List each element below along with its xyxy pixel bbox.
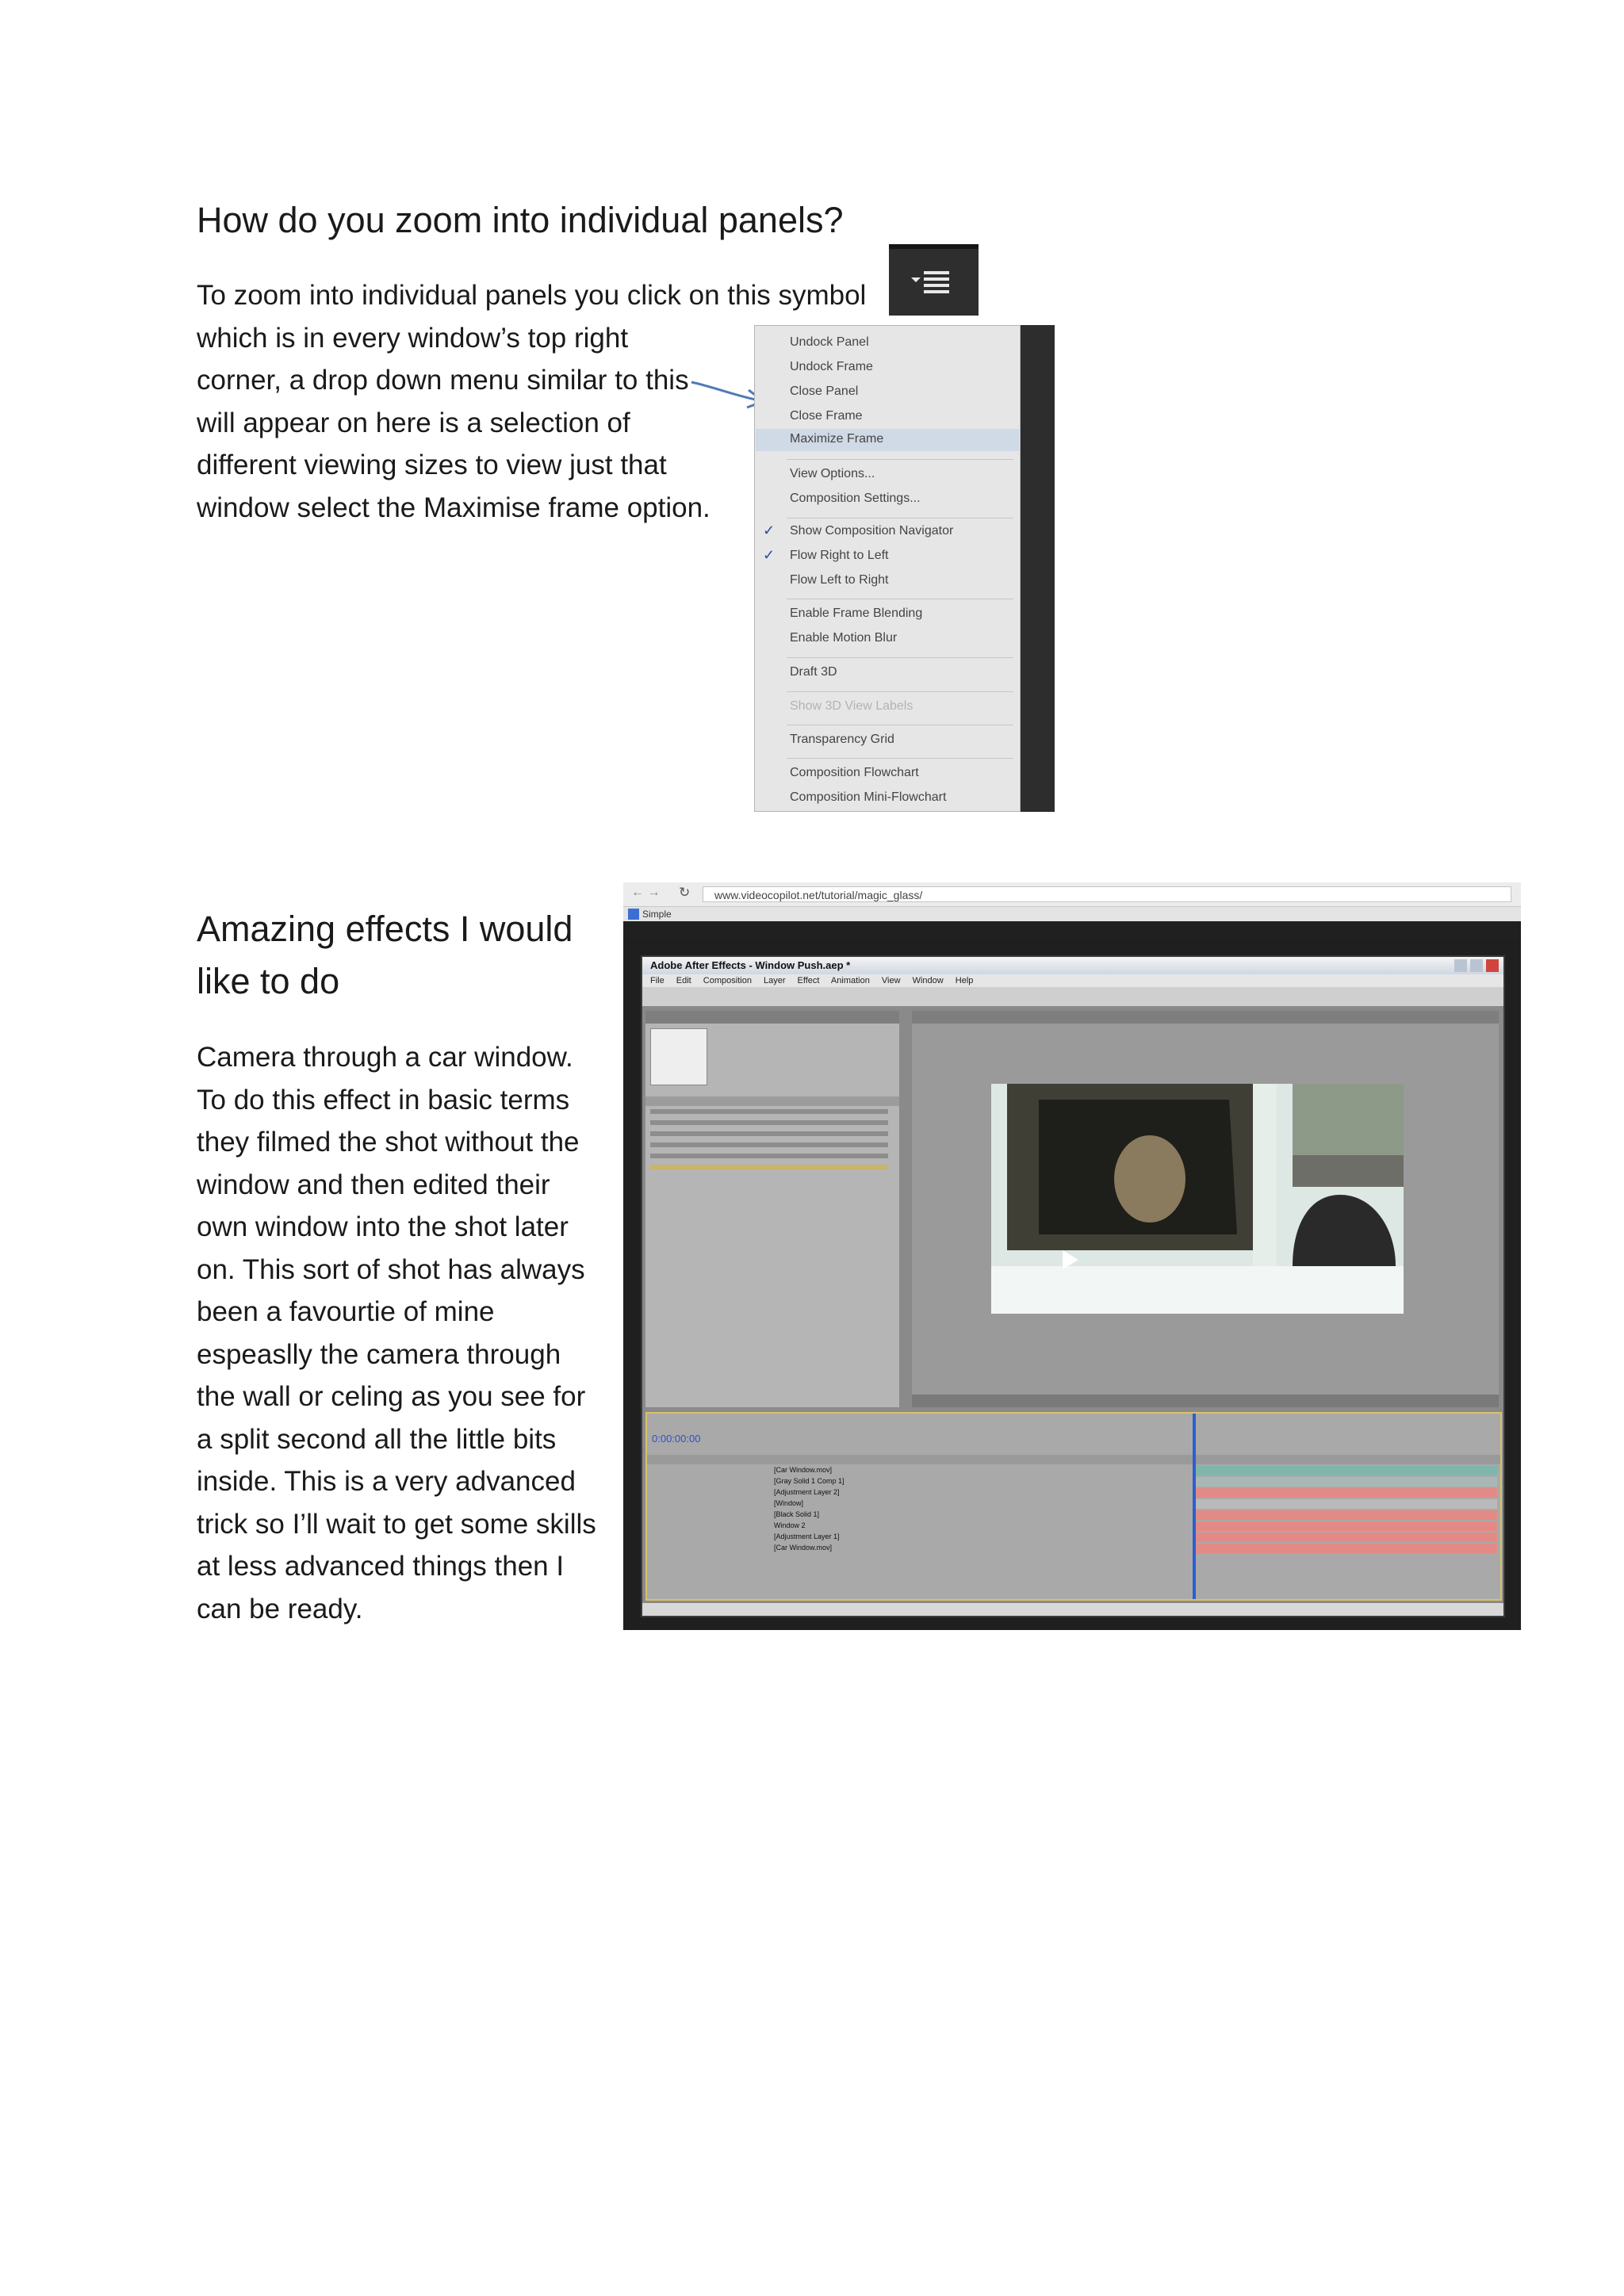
menu-separator: [787, 518, 1013, 519]
thumbnail: [650, 1028, 707, 1085]
bookmark-label: Simple: [642, 909, 672, 920]
list-item: [650, 1109, 888, 1114]
menu-item-show-3d-view-labels: Show 3D View Labels: [790, 699, 914, 713]
menu-separator: [787, 691, 1013, 692]
list-item: [650, 1131, 888, 1136]
menu-separator: [787, 459, 1013, 460]
ae-status-bar: [642, 1603, 1503, 1616]
paragraph-line: To do this effect in basic terms: [197, 1084, 570, 1115]
list-item: [650, 1154, 888, 1158]
menu-separator: [787, 758, 1013, 759]
ae-window-title: Adobe After Effects - Window Push.aep *: [642, 957, 1503, 974]
layer-bar: [1196, 1544, 1497, 1553]
minimize-icon: [1454, 959, 1467, 972]
effects-paragraph: [197, 1036, 596, 1630]
layer-bar: [1196, 1488, 1497, 1498]
reload-icon: ↻: [679, 885, 691, 900]
viewer-controls: [912, 1395, 1499, 1407]
menu-item-maximize-frame[interactable]: Maximize Frame: [790, 432, 884, 446]
check-icon: ✓: [763, 547, 776, 563]
paragraph-line: a split second all the little bits: [197, 1423, 557, 1455]
paragraph-line: at less advanced things then I: [197, 1551, 565, 1582]
paragraph-line: own window into the shot later: [197, 1211, 569, 1242]
menu-item-show-composition-navigator[interactable]: Show Composition Navigator: [790, 524, 954, 538]
paragraph-line: Camera through a car window.: [197, 1042, 573, 1073]
paragraph-line: the wall or celing as you see for: [197, 1381, 586, 1412]
menu-item-flow-right-to-left[interactable]: Flow Right to Left: [790, 549, 889, 562]
layer-bar: [1196, 1510, 1497, 1520]
menu-item-composition-settings[interactable]: Composition Settings...: [790, 492, 921, 505]
menu-separator: [787, 657, 1013, 658]
column-header: [645, 1096, 899, 1106]
list-item: [650, 1142, 888, 1147]
check-icon: ✓: [763, 522, 776, 538]
paragraph-line: on. This sort of shot has always: [197, 1253, 585, 1285]
menu-item-close-frame[interactable]: Close Frame: [790, 409, 863, 423]
paragraph-line: different viewing sizes to view just that: [197, 450, 667, 480]
paragraph-line: been a favourtie of mine: [197, 1296, 495, 1327]
layer-bar: [1196, 1533, 1497, 1542]
list-item: [650, 1120, 888, 1125]
paragraph-line: window and then edited their: [197, 1169, 550, 1200]
browser-toolbar: [623, 882, 1521, 907]
layer-name: Window 2: [774, 1521, 806, 1529]
ae-application-window: [641, 955, 1505, 1617]
menu-item-transparency-grid[interactable]: Transparency Grid: [790, 733, 894, 746]
paragraph-line: which is in every window’s top right: [197, 322, 629, 354]
project-panel: [645, 1011, 899, 1407]
paragraph-line: will appear on here is a selection of: [197, 407, 630, 438]
menu-item-draft-3d[interactable]: Draft 3D: [790, 665, 837, 679]
menu-item-enable-motion-blur[interactable]: Enable Motion Blur: [790, 631, 898, 645]
layer-bar: [1196, 1477, 1497, 1487]
menu-lines-icon: [906, 266, 962, 303]
back-forward-icon: ← →: [631, 886, 661, 899]
list-item: [650, 1165, 888, 1169]
heading-line: like to do: [197, 961, 340, 1001]
panel-tab-strip: [912, 1011, 1499, 1024]
layer-name: [Adjustment Layer 2]: [774, 1488, 840, 1496]
layer-name: [Gray Solid 1 Comp 1]: [774, 1477, 845, 1485]
panel-tab-strip: [645, 1011, 899, 1024]
panel-menu-icon[interactable]: [889, 244, 979, 316]
menu-item-close-panel[interactable]: Close Panel: [790, 385, 859, 398]
menu-item-undock-frame[interactable]: Undock Frame: [790, 360, 873, 373]
paragraph-line: To zoom into individual panels you click on this symbol: [197, 280, 867, 311]
menu-item-flow-left-to-right[interactable]: Flow Left to Right: [790, 573, 889, 587]
menu-item-view-options[interactable]: View Options...: [790, 467, 875, 480]
paragraph-line: inside. This is a very advanced: [197, 1466, 576, 1497]
after-effects-screenshot: [623, 882, 1521, 1630]
timecode: 0:00:00:00: [652, 1433, 701, 1445]
layer-column-header: [647, 1455, 1500, 1464]
layer-name: [Car Window.mov]: [774, 1544, 833, 1552]
ae-menu-bar: File Edit Composition Layer Effect Animation View Window Help: [642, 974, 1503, 987]
layer-bar: [1196, 1499, 1497, 1509]
address-bar: www.videocopilot.net/tutorial/magic_glass/: [703, 886, 1511, 902]
menu-item-composition-mini-flowchart[interactable]: Composition Mini-Flowchart: [790, 790, 947, 804]
composition-panel: [912, 1011, 1499, 1407]
paragraph-line: corner, a drop down menu similar to this: [197, 365, 689, 396]
composition-viewer: [991, 1084, 1404, 1314]
bookmarks-bar: [623, 907, 1521, 921]
car-window-frame-image: [991, 1084, 1404, 1314]
ae-toolbar: [642, 987, 1503, 1006]
close-icon: [1486, 959, 1499, 972]
heading-zoom-panels: How do you zoom into individual panels?: [197, 200, 844, 240]
heading-line: Amazing effects I would: [197, 909, 573, 949]
menu-item-composition-flowchart[interactable]: Composition Flowchart: [790, 766, 919, 779]
layer-name: [Car Window.mov]: [774, 1466, 833, 1474]
layer-bar: [1196, 1466, 1497, 1475]
layer-bar: [1196, 1521, 1497, 1531]
maximize-icon: [1470, 959, 1483, 972]
timeline-panel: [645, 1412, 1502, 1601]
paragraph-line: trick so I’ll wait to get some skills: [197, 1508, 596, 1540]
heading-amazing-effects: [197, 903, 573, 1008]
paragraph-line: window select the Maximise frame option.: [197, 492, 710, 523]
menu-item-undock-panel[interactable]: Undock Panel: [790, 335, 869, 349]
layer-name: [Adjustment Layer 1]: [774, 1533, 840, 1540]
paragraph-line: they filmed the shot without the: [197, 1127, 580, 1158]
panel-dropdown-menu: [754, 325, 1055, 812]
layer-name: [Window]: [774, 1499, 804, 1507]
bookmark-icon: [628, 909, 639, 920]
site-header-strip: [623, 921, 1521, 939]
paragraph-line: espeaslly the camera through: [197, 1338, 561, 1370]
paragraph-line: can be ready.: [197, 1593, 363, 1624]
layer-name: [Black Solid 1]: [774, 1510, 820, 1518]
menu-panel: [754, 325, 1021, 812]
menu-item-enable-frame-blending[interactable]: Enable Frame Blending: [790, 607, 923, 620]
